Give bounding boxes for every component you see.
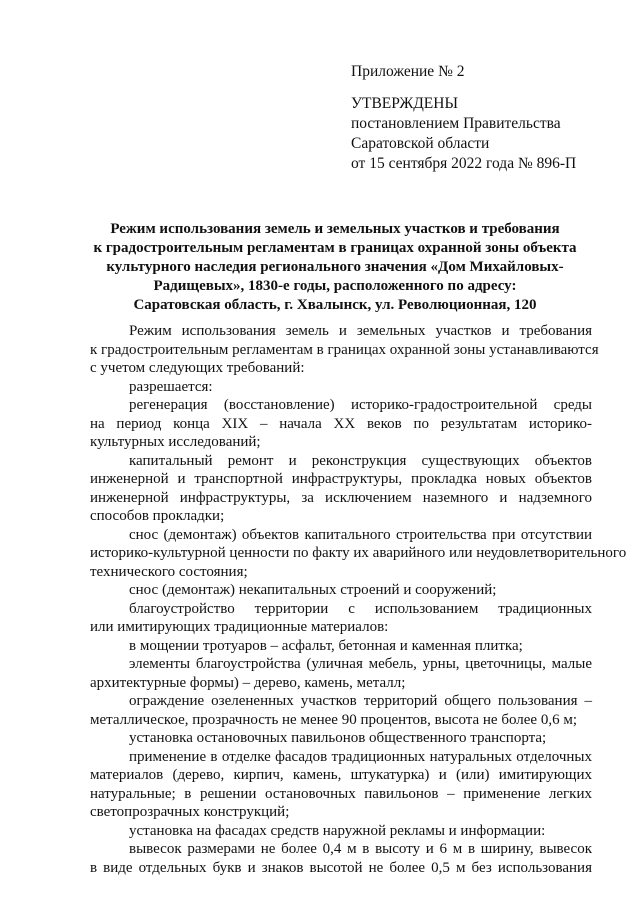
body-line: на период конца XIX – начала XX веков по результатам историко- <box>90 415 592 432</box>
heading-line: культурного наследия регионального значения «Дом Михайловых- <box>106 259 564 275</box>
body-line: технического состояния; <box>90 563 248 580</box>
approval-block <box>351 62 611 174</box>
heading-line: Саратовская область, г. Хвалынск, ул. Революционная, 120 <box>133 297 537 313</box>
body-paragraph <box>90 452 592 526</box>
document-heading <box>90 220 580 315</box>
body-paragraph <box>90 378 592 397</box>
body-line: в мощении тротуаров – асфальт, бетонная и каменная плитка; <box>129 637 523 654</box>
body-line: в виде отдельных букв и знаков высотой не более 0,5 м без использования <box>90 859 592 876</box>
body-paragraph <box>90 655 592 692</box>
body-line: материалов (дерево, кирпич, камень, штукатурка) и (или) имитирующих <box>90 767 592 783</box>
body-line: инженерной инфраструктуры, за исключением наземного и надземного <box>90 489 592 506</box>
body-line: архитектурные формы) – дерево, камень, металл; <box>90 674 406 691</box>
body-paragraph <box>90 637 592 656</box>
body-paragraph <box>90 748 592 822</box>
body-line: снос (демонтаж) некапитальных строений и сооружений; <box>129 582 497 598</box>
body-line: элементы благоустройства (уличная мебель, урны, цветочницы, малые <box>129 656 592 672</box>
body-line: капитальный ремонт и реконструкция существующих объектов <box>129 452 592 469</box>
heading-line: Режим использования земель и земельных участков и требования <box>110 221 560 237</box>
approved-line: Саратовской области <box>351 135 490 152</box>
body-paragraph <box>90 822 592 841</box>
body-line: культурных исследований; <box>90 434 261 450</box>
body-line: разрешается: <box>129 378 213 395</box>
body-line: Режим использования земель и земельных участков и требования <box>129 323 592 339</box>
spacer <box>351 82 611 94</box>
body-paragraph <box>90 581 592 600</box>
body-paragraph <box>90 396 592 452</box>
approved-line: постановлением Правительства <box>351 115 561 132</box>
approved-line: от 15 сентября 2022 года № 896-П <box>351 155 577 172</box>
body-paragraph <box>90 692 592 729</box>
body-line: благоустройство территории с использованием традиционных <box>129 600 592 617</box>
document-body <box>90 322 627 877</box>
body-line: инженерной и транспортной инфраструктуры, прокладка новых объектов <box>90 471 592 487</box>
body-line: или имитирующих традиционные материалов: <box>90 619 389 635</box>
body-line: натуральные; в решении остановочных павильонов – применение легких <box>90 785 592 802</box>
body-line: снос (демонтаж) объектов капитального строительства при отсутствии <box>129 526 592 543</box>
body-paragraph <box>90 600 592 637</box>
body-paragraph <box>90 526 627 582</box>
approved-title: УТВЕРЖДЕНЫ <box>351 95 458 112</box>
body-line: установка на фасадах средств наружной рекламы и информации: <box>129 822 546 839</box>
heading-line: Радищевых», 1830-е годы, расположенного по адресу: <box>153 278 517 294</box>
body-line: металлическое, прозрачность не менее 90 процентов, высота не более 0,6 м; <box>90 711 577 728</box>
body-line: способов прокладки; <box>90 508 225 524</box>
appendix-label: Приложение № 2 <box>351 63 465 80</box>
body-line: историко-культурной ценности по факту их аварийного или неудовлетворительного <box>90 545 627 561</box>
heading-line: к градостроительным регламентам в границах охранной зоны объекта <box>93 240 577 256</box>
body-line: установка остановочных павильонов общественного транспорта; <box>129 730 547 746</box>
body-paragraph <box>90 840 592 877</box>
body-paragraph <box>90 729 592 748</box>
body-paragraph <box>90 322 599 378</box>
body-line: ограждение озелененных участков территорий общего пользования – <box>129 693 592 709</box>
body-line: вывесок размерами не более 0,4 м в высоту и 6 м в ширину, вывесок <box>129 841 592 857</box>
body-line: регенерация (восстановление) историко-градостроительной среды <box>129 397 592 413</box>
body-line: светопрозрачных конструкций; <box>90 804 290 820</box>
body-line: к градостроительным регламентам в границах охранной зоны устанавливаются <box>90 341 599 358</box>
body-line: применение в отделке фасадов традиционных натуральных отделочных <box>129 748 592 765</box>
body-line: с учетом следующих требований: <box>90 360 305 376</box>
